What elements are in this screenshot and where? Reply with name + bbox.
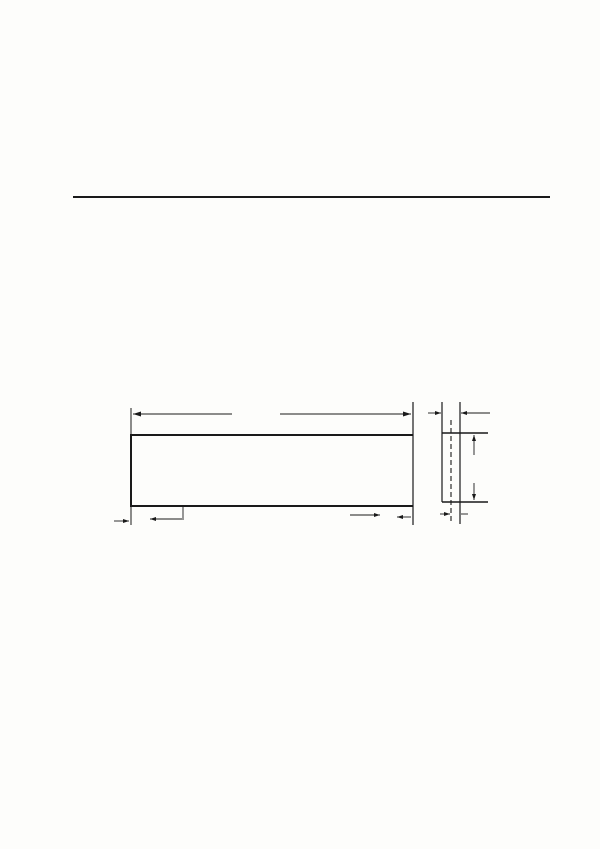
subsection-3-1 [87,359,114,371]
subsection-3-4 [87,616,114,628]
section-3-heading [75,338,93,350]
section-1-heading [75,219,93,231]
subsection-3-5-line1 [87,636,116,648]
national-standard-header [0,62,600,77]
figure-caption [0,540,600,553]
section-2-heading [75,268,93,280]
subsection-3-5-line2 [77,656,81,668]
subsection-3-2 [87,576,114,588]
header-divider [73,196,550,198]
subsection-3-6-line1 [87,677,114,689]
subsection-3-3 [87,596,114,608]
document-subtitle-cn [200,128,332,148]
